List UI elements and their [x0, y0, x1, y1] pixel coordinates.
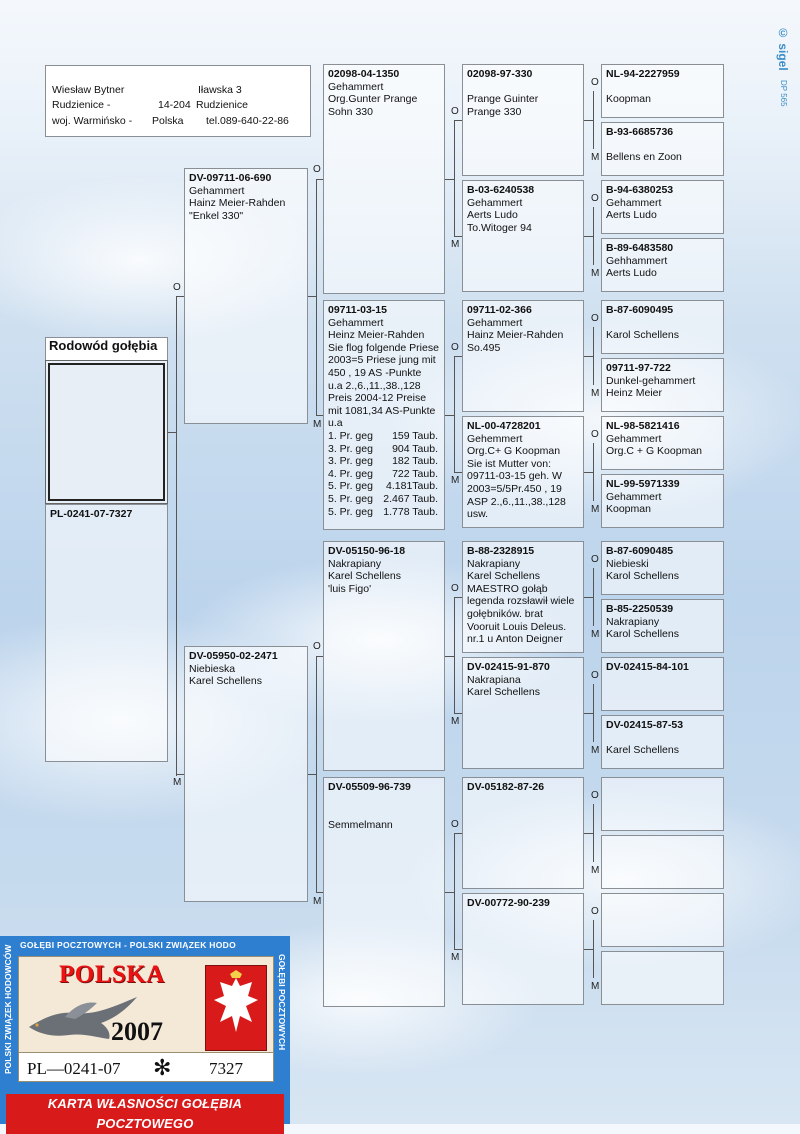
info-line: Hainz Meier-Rahden	[189, 197, 286, 210]
info-line: Nakrapiany	[328, 557, 382, 570]
pedigree-box-g3-5	[462, 541, 584, 653]
connector-line	[168, 432, 176, 433]
connector-line	[316, 656, 317, 892]
mother-label: M	[591, 152, 600, 163]
info-line: Org.C + G Koopman	[606, 445, 703, 458]
connector-line	[584, 713, 593, 714]
info-line	[606, 81, 719, 94]
card-border-text-right: GOŁĘBI POCZTOWYCH	[277, 954, 287, 1051]
info-line: Heinz Meier	[606, 387, 663, 400]
connector-line	[176, 296, 177, 776]
ring-number: DV-05182-87-26	[467, 781, 545, 793]
info-line	[606, 317, 719, 330]
info-line: 09711-03-15 geh. W	[467, 470, 562, 483]
info-line: Nakrapiany	[606, 615, 660, 628]
info-line	[606, 139, 719, 152]
connector-line	[454, 713, 462, 714]
table-row	[328, 443, 442, 456]
info-line: So.495	[467, 341, 501, 354]
info-line: Sie ist Mutter von:	[467, 457, 552, 470]
info-line: nr.1 u Anton Deigner	[467, 633, 563, 646]
race-place: 1. Pr. geg	[328, 429, 373, 442]
info-line	[606, 732, 719, 745]
father-label: O	[591, 670, 599, 681]
connector-line	[454, 356, 462, 357]
pedigree-box-g2-2	[323, 300, 445, 530]
owner-zip: 14-204	[158, 99, 191, 111]
race-count: 182 Taub.	[392, 455, 438, 468]
subject-title: Rodowód gołębia	[49, 338, 158, 353]
info-line: 2003=5 Priese jung mit	[328, 354, 436, 367]
connector-line	[316, 179, 317, 415]
ring-number: DV-02415-84-101	[606, 661, 689, 673]
info-line: Aerts Ludo	[606, 209, 657, 222]
pedigree-box-g4-10	[601, 599, 724, 653]
connector-line	[584, 356, 593, 357]
photo-frame	[45, 360, 168, 504]
info-line: 450 , 19 AS -Punkte	[328, 366, 422, 379]
ring-number: B-87-6090495	[606, 304, 674, 316]
pedigree-box-g2-1	[323, 64, 445, 294]
card-footer: KARTA WŁASNOŚCI GOŁĘBIA POCZTOWEGO	[6, 1094, 284, 1134]
race-place: 5. Pr. geg	[328, 505, 373, 518]
mother-label: M	[451, 239, 460, 250]
info-line: Gehammert	[606, 196, 662, 209]
connector-line	[316, 656, 323, 657]
race-count: 2.467 Taub.	[383, 492, 438, 505]
connector-line	[454, 597, 462, 598]
info-line: Prange Guinter	[467, 93, 539, 106]
connector-line	[445, 179, 454, 180]
info-line: Org.Gunter Prange	[328, 93, 418, 106]
info-line: u.a	[328, 417, 343, 430]
connector-line	[454, 472, 462, 473]
connector-line	[445, 656, 454, 657]
info-line: Gehhammert	[606, 254, 668, 267]
info-line: Niebieski	[606, 557, 649, 570]
father-label: O	[591, 429, 599, 440]
owner-phone: tel.089-640-22-86	[206, 115, 289, 127]
race-place: 4. Pr. geg	[328, 467, 373, 480]
info-line: Karol Schellens	[606, 329, 679, 342]
connector-line	[176, 774, 184, 775]
pedigree-box-g3-2	[462, 180, 584, 292]
father-label: O	[451, 819, 459, 830]
info-line: Gehammert	[606, 432, 662, 445]
connector-line	[316, 892, 323, 893]
table-row	[328, 480, 442, 493]
info-line: To.Witoger 94	[467, 221, 532, 234]
info-line: Koopman	[606, 503, 651, 516]
connector-line	[584, 120, 593, 121]
pedigree-box-g3-1	[462, 64, 584, 176]
race-place: 3. Pr. geg	[328, 455, 373, 468]
father-label: O	[591, 313, 599, 324]
card-ring-prefix: PL—0241-07	[27, 1059, 121, 1078]
brand-code: DP 565	[779, 80, 788, 107]
pedigree-box-g4-11	[601, 657, 724, 711]
info-line: legenda rozsławił wiele	[467, 595, 575, 608]
connector-line	[454, 833, 462, 834]
table-row	[328, 493, 442, 506]
connector-line	[316, 415, 323, 416]
mother-label: M	[591, 981, 600, 992]
subject-ring-box	[45, 504, 168, 762]
owner-country: Polska	[152, 115, 184, 127]
connector-line	[445, 415, 454, 416]
info-line: Gehammert	[328, 80, 384, 93]
connector-line	[584, 949, 593, 950]
mother-label: M	[451, 952, 460, 963]
info-line	[467, 81, 579, 94]
table-row	[328, 430, 442, 443]
race-count: 4.181Taub.	[386, 480, 438, 493]
info-line: Karel Schellens	[606, 744, 679, 757]
connector-line	[593, 568, 594, 626]
info-line: Gehammert	[328, 316, 384, 329]
pedigree-box-g4-13	[601, 777, 724, 831]
connector-line	[584, 472, 593, 473]
info-line: Gehemmert	[467, 432, 523, 445]
pedigree-box-g3-6	[462, 657, 584, 769]
race-count: 159 Taub.	[392, 429, 438, 442]
race-count: 722 Taub.	[392, 467, 438, 480]
connector-line	[176, 296, 184, 297]
info-line: Org.C+ G Koopman	[467, 445, 561, 458]
info-line: Karol Schellens	[606, 628, 679, 641]
info-line: Sie flog folgende Priese	[328, 341, 439, 354]
info-line: Nakrapiany	[467, 557, 521, 570]
ring-number: DV-02415-87-53	[606, 719, 684, 731]
pedigree-box-g4-12	[601, 715, 724, 769]
connector-line	[584, 597, 593, 598]
table-row	[328, 468, 442, 481]
mother-label: M	[313, 896, 322, 907]
father-label: O	[451, 106, 459, 117]
ring-number: 02098-04-1350	[328, 68, 400, 80]
father-label: O	[451, 342, 459, 353]
ring-number: B-89-6483580	[606, 242, 674, 254]
pedigree-box-g4-2	[601, 122, 724, 176]
eagle-icon	[206, 966, 266, 1050]
card-ring-number: 7327	[209, 1059, 243, 1078]
connector-line	[454, 833, 455, 949]
info-line: Aerts Ludo	[606, 267, 657, 280]
mother-label: M	[451, 475, 460, 486]
subject-title-box	[45, 337, 168, 361]
mother-label: M	[591, 629, 600, 640]
race-results-table	[328, 430, 442, 518]
connector-line	[593, 804, 594, 862]
connector-line	[454, 120, 462, 121]
ring-number: 09711-02-366	[467, 304, 532, 316]
info-line: Gehammert	[189, 184, 245, 197]
pedigree-box-g2-3	[323, 541, 445, 771]
race-count: 904 Taub.	[392, 442, 438, 455]
info-line: Dunkel-gehammert	[606, 374, 696, 387]
owner-name: Wiesław Bytner	[52, 84, 125, 96]
pedigree-box-g3-7	[462, 777, 584, 889]
pedigree-box-g1-father	[184, 168, 308, 424]
card-panel	[18, 956, 274, 1058]
father-label: O	[591, 554, 599, 565]
mother-label: M	[591, 745, 600, 756]
connector-line	[593, 207, 594, 265]
info-line	[328, 794, 440, 807]
ring-number: DV-05509-96-739	[328, 781, 411, 793]
table-row	[328, 506, 442, 519]
connector-line	[584, 236, 593, 237]
pedigree-box-g4-7	[601, 416, 724, 470]
info-line: Gehammert	[467, 316, 523, 329]
owner-city-left: Rudzienice -	[52, 99, 111, 111]
info-line: ASP 2.,6.,11.,38.,128	[467, 495, 566, 508]
info-line: Hainz Meier-Rahden	[467, 329, 564, 342]
brand-logo: © sigel	[776, 26, 790, 71]
pedigree-box-g3-4	[462, 416, 584, 528]
pedigree-box-g3-8	[462, 893, 584, 1005]
pedigree-box-g4-16	[601, 951, 724, 1005]
info-line: usw.	[467, 508, 489, 521]
connector-line	[593, 684, 594, 742]
mother-label: M	[313, 419, 322, 430]
ring-number: NL-94-2227959	[606, 68, 680, 80]
connector-line	[316, 179, 323, 180]
ring-number: NL-99-5971339	[606, 478, 680, 490]
father-label: O	[591, 790, 599, 801]
ring-number: B-85-2250539	[606, 603, 674, 615]
race-place: 3. Pr. geg	[328, 442, 373, 455]
card-border-text-top: GOŁĘBI POCZTOWYCH - POLSKI ZWIĄZEK HODO	[20, 940, 237, 950]
mother-label: M	[451, 716, 460, 727]
info-line: Gehammert	[467, 196, 523, 209]
father-label: O	[313, 641, 321, 652]
father-label: O	[591, 906, 599, 917]
info-line: "Enkel 330"	[189, 209, 244, 222]
ring-number: 09711-03-15	[328, 304, 387, 316]
info-line: MAESTRO gołąb	[467, 582, 548, 595]
race-place: 5. Pr. geg	[328, 480, 373, 493]
info-line: Prange 330	[467, 105, 522, 118]
info-line: 2003=5/5Pr.450 , 19	[467, 482, 562, 495]
ownership-card	[0, 936, 290, 1131]
eagle-emblem-icon	[205, 965, 267, 1051]
ring-number: B-03-6240538	[467, 184, 535, 196]
pedigree-box-g1-mother	[184, 646, 308, 902]
info-line: Koopman	[606, 93, 651, 106]
pedigree-box-g4-1	[601, 64, 724, 118]
info-line	[328, 806, 440, 819]
connector-line	[593, 920, 594, 978]
table-row	[328, 455, 442, 468]
pedigree-box-g4-4	[601, 238, 724, 292]
ring-number: 09711-97-722	[606, 362, 671, 374]
ring-number: DV-05150-96-18	[328, 545, 406, 557]
pedigree-box-g4-5	[601, 300, 724, 354]
info-line: Semmelmann	[328, 818, 393, 831]
info-line: 'luis Figo'	[328, 582, 372, 595]
ring-number: B-93-6685736	[606, 126, 674, 138]
ring-number: B-94-6380253	[606, 184, 674, 196]
info-line: gołębników. brat	[467, 607, 543, 620]
connector-line	[308, 774, 316, 775]
race-place: 5. Pr. geg	[328, 492, 373, 505]
info-line: Karel Schellens	[189, 675, 262, 688]
father-label: O	[591, 77, 599, 88]
father-label: O	[313, 164, 321, 175]
pedigree-box-g4-3	[601, 180, 724, 234]
info-line: Karel Schellens	[467, 686, 540, 699]
connector-line	[454, 236, 462, 237]
ring-number: DV-09711-06-690	[189, 172, 272, 184]
card-year: 2007	[111, 1017, 163, 1046]
connector-line	[593, 327, 594, 385]
info-line: Karel Schellens	[328, 570, 401, 583]
mother-label: M	[591, 865, 600, 876]
info-line: Bellens en Zoon	[606, 151, 682, 164]
ring-number: B-88-2328915	[467, 545, 535, 557]
connector-line	[593, 443, 594, 501]
ring-number: DV-00772-90-239	[467, 897, 550, 909]
connector-line	[454, 949, 462, 950]
info-line: Heinz Meier-Rahden	[328, 329, 425, 342]
father-label: O	[591, 193, 599, 204]
card-ring-row	[18, 1052, 274, 1082]
info-line: Niebieska	[189, 662, 236, 675]
connector-line	[454, 356, 455, 472]
pedigree-box-g3-3	[462, 300, 584, 412]
connector-line	[445, 892, 454, 893]
asterisk-icon: ✻	[153, 1055, 172, 1080]
connector-line	[454, 597, 455, 713]
owner-street: Iławska 3	[198, 84, 242, 96]
subject-ring: PL-0241-07-7327	[50, 508, 133, 520]
owner-box	[45, 65, 311, 137]
info-line: mit 1081,34 AS-Punkte	[328, 404, 436, 417]
card-country: POLSKA	[59, 961, 165, 988]
pedigree-box-g4-14	[601, 835, 724, 889]
mother-label: M	[591, 388, 600, 399]
owner-region: woj. Warmińsko -	[52, 115, 133, 127]
father-label: O	[451, 583, 459, 594]
mother-label: M	[173, 777, 182, 788]
father-label: O	[173, 282, 181, 293]
info-line: Sohn 330	[328, 105, 373, 118]
ring-number: DV-05950-02-2471	[189, 650, 278, 662]
info-line: Preis 2004-12 Preise	[328, 392, 427, 405]
connector-line	[308, 296, 316, 297]
owner-city: Rudzienice	[196, 99, 248, 111]
card-border-text-left: POLSKI ZWIĄZEK HODOWCÓW	[3, 944, 13, 1074]
ring-number: DV-02415-91-870	[467, 661, 550, 673]
ring-number: NL-00-4728201	[467, 420, 541, 432]
mother-label: M	[591, 504, 600, 515]
pedigree-box-g4-8	[601, 474, 724, 528]
info-line: u.a 2.,6.,11.,38.,128	[328, 379, 421, 392]
info-line: Karol Schellens	[606, 570, 679, 583]
connector-line	[454, 120, 455, 236]
connector-line	[584, 833, 593, 834]
mother-label: M	[591, 268, 600, 279]
pedigree-box-g4-6	[601, 358, 724, 412]
ring-number: NL-98-5821416	[606, 420, 680, 432]
info-line: Nakrapiana	[467, 673, 521, 686]
pedigree-box-g4-9	[601, 541, 724, 595]
ring-number: B-87-6090485	[606, 545, 674, 557]
info-line: Gehammert	[606, 490, 662, 503]
info-line: Vooruit Louis Deleus.	[467, 620, 567, 633]
race-count: 1.778 Taub.	[383, 505, 438, 518]
info-line: Karel Schellens	[467, 570, 540, 583]
pedigree-box-g4-15	[601, 893, 724, 947]
info-line: Aerts Ludo	[467, 209, 518, 222]
ring-number: 02098-97-330	[467, 68, 533, 80]
pedigree-box-g2-4	[323, 777, 445, 1007]
photo-placeholder	[48, 363, 165, 501]
connector-line	[593, 91, 594, 149]
